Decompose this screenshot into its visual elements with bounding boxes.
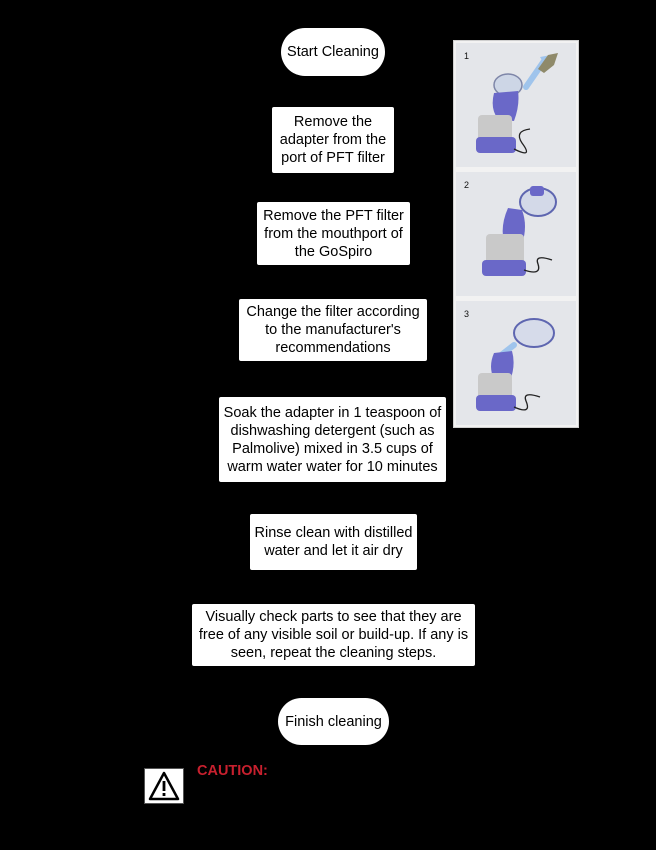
photo-panel-number: 1	[464, 51, 470, 61]
photo-panel-3	[456, 301, 576, 425]
photo-panel-2	[456, 172, 576, 296]
step-remove-pft-filter: Remove the PFT filter from the mouthport of the GoSpiro	[257, 202, 410, 265]
warning-icon	[144, 768, 184, 804]
caution-label: CAUTION:	[197, 763, 268, 779]
step-visual-check: Visually check parts to see that they are free of any visible soil or build-up. If any is seen, repeat the cleaning steps.	[192, 604, 475, 666]
photo-panel-1	[456, 43, 576, 167]
step-change-filter: Change the filter according to the manufacturer's recommendations	[239, 299, 427, 361]
photo-panel-number: 3	[464, 309, 470, 319]
photo-panel-number: 2	[464, 180, 470, 190]
step-remove-adapter: Remove the adapter from the port of PFT filter	[272, 107, 394, 173]
spirometer-illustration	[456, 43, 576, 167]
spirometer-illustration	[456, 301, 576, 425]
step-soak-adapter: Soak the adapter in 1 teaspoon of dishwashing detergent (such as Palmolive) mixed in 3.5 cups of warm water water for 10 minutes	[219, 397, 446, 482]
spirometer-illustration	[456, 172, 576, 296]
finish-cleaning-node: Finish cleaning	[278, 698, 389, 745]
start-cleaning-node: Start Cleaning	[281, 28, 385, 76]
step-rinse-dry: Rinse clean with distilled water and let it air dry	[250, 514, 417, 570]
device-photo-strip	[453, 40, 579, 428]
